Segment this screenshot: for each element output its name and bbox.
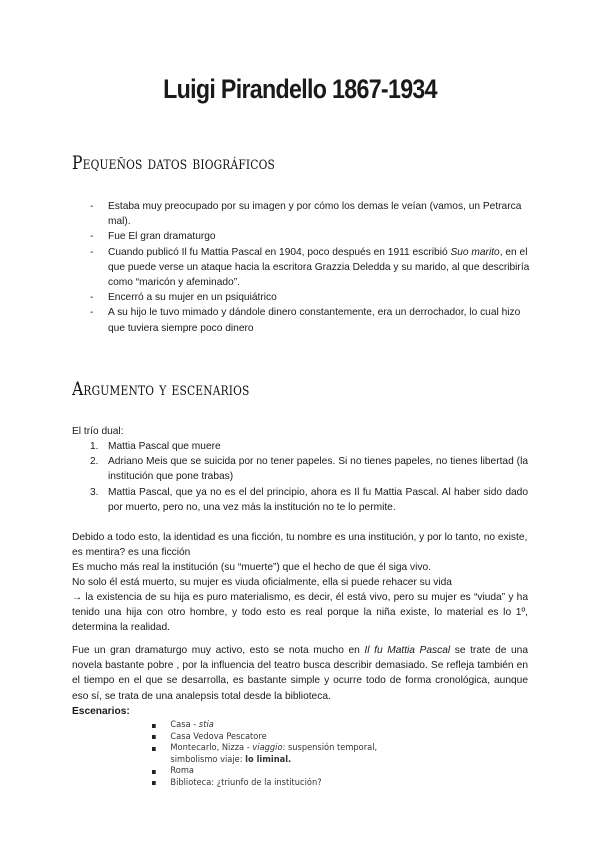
list-item-text-continued: , en el que puede verse un ataque hacia la escritora Grazzia Deledda y su marido, al que describiría como “maricón y afeminado”. (108, 246, 530, 289)
book-title-suo-marito: Suo marito (450, 246, 500, 258)
list-marker: - (90, 231, 94, 243)
list-item-text: Encerró a su mujer en un psiquiátrico (108, 292, 277, 304)
escenarios-label: Escenarios: (72, 706, 130, 717)
list-item-text: A su hijo le tuvo mimado y dándole dinero constantemente, era un derrochador, lo cual hizo que tuviera siempre poco dinero (108, 307, 521, 334)
paragraph-dramaturgo (72, 643, 528, 704)
list-item-text: Mattia Pascal que muere (108, 441, 221, 452)
list-marker: - (90, 292, 94, 304)
list-item (152, 766, 391, 778)
list-item-text-continued: : suspensión temporal, simbolismo viaje: (170, 743, 378, 765)
book-title-mattia-pascal: Il fu Mattia Pascal (364, 645, 451, 656)
list-item (152, 720, 391, 732)
square-bullet-icon (152, 724, 156, 728)
list-item-text: Fue El gran dramaturgo (108, 231, 216, 243)
list-marker: - (90, 246, 94, 258)
list-item-text: Adriano Meis que se suicida por no tener papeles. Si no tienes papeles, no tienes libertad (la institución que pone trabas) (108, 456, 528, 483)
square-bullet-icon (152, 770, 156, 774)
list-item-text: Casa - (170, 720, 199, 730)
list-item (152, 732, 391, 744)
bio-section-heading: Pequeños datos biográficos (72, 152, 275, 174)
list-item (90, 439, 528, 454)
escenarios-list (152, 720, 412, 789)
list-item (90, 245, 530, 291)
bio-list (90, 199, 530, 336)
list-item (90, 290, 530, 305)
list-item-text: Casa Vedova Pescatore (170, 731, 267, 742)
list-item (152, 743, 391, 766)
list-marker: - (90, 201, 94, 212)
list-marker: - (90, 307, 94, 319)
trio-list (90, 439, 528, 515)
list-item-italic: stia (198, 720, 214, 730)
list-number: 1. (90, 441, 99, 452)
list-item (90, 305, 530, 335)
list-item-italic: viaggio (252, 743, 283, 753)
list-item-text: Montecarlo, Nizza - (170, 743, 253, 753)
paragraph-widow: No solo él está muerto, su mujer es viuda oficialmente, ella si puede rehacer su vida (72, 577, 452, 588)
argument-section-heading: Argumento y escenarios (72, 378, 250, 400)
list-item-text: Cuando publicó Il fu Mattia Pascal en 1904, poco después en 1911 escribió (108, 246, 451, 258)
list-item (90, 454, 528, 484)
list-item-text: Estaba muy preocupado por su imagen y por cómo los demas le veían (vamos, un Petrarca mal). (108, 201, 522, 228)
square-bullet-icon (152, 781, 156, 785)
list-item-bold: lo liminal. (245, 754, 292, 765)
list-number: 2. (90, 456, 99, 468)
list-item-text: Biblioteca: ¿triunfo de la institución? (170, 777, 322, 788)
list-item (90, 485, 528, 515)
document-title: Luigi Pirandello 1867-1934 (163, 74, 437, 104)
list-item-text: Roma (170, 766, 194, 776)
trio-label: El trío dual: (72, 426, 124, 437)
list-item (90, 199, 530, 229)
paragraph-daughter: → la existencia de su hija es puro materialismo, es decir, él está vivo, pero su mujer es “viuda” y ha tenido una hija con otro hombre, y todo esto es real porque la niña existe, lo material es lo 1º, determina la realidad. (72, 592, 528, 634)
paragraph-identity: Debido a todo esto, la identidad es una ficción, tu nombre es una institución, y por lo tanto, no existe, es mentira? es una ficción (72, 532, 528, 559)
list-number: 3. (90, 486, 99, 498)
square-bullet-icon (152, 735, 156, 739)
paragraph-text: Fue un gran dramaturgo muy activo, esto se nota mucho en (72, 645, 365, 656)
paragraph-institution: Es mucho más real la institución (su “muerte”) que el hecho de que él siga vivo. (72, 562, 431, 573)
list-item (152, 778, 391, 790)
list-item-text: Mattia Pascal, que ya no es el del principio, ahora es Il fu Mattia Pascal. Al haber sido dado por muerto, pero no, una vez más la institución no te lo permite. (108, 486, 528, 513)
list-item (90, 229, 530, 244)
paragraph-text-continued: se trate de una novela bastante pobre , por la influencia del teatro busca describir demasiado. Se refleja también en el tiempo en el que se desarrolla, es bastante simple y ocurre todo de forma cronológica, aunque eso sí, se trata de una analepsis total desde la biblioteca. (72, 645, 529, 702)
square-bullet-icon (152, 747, 156, 751)
